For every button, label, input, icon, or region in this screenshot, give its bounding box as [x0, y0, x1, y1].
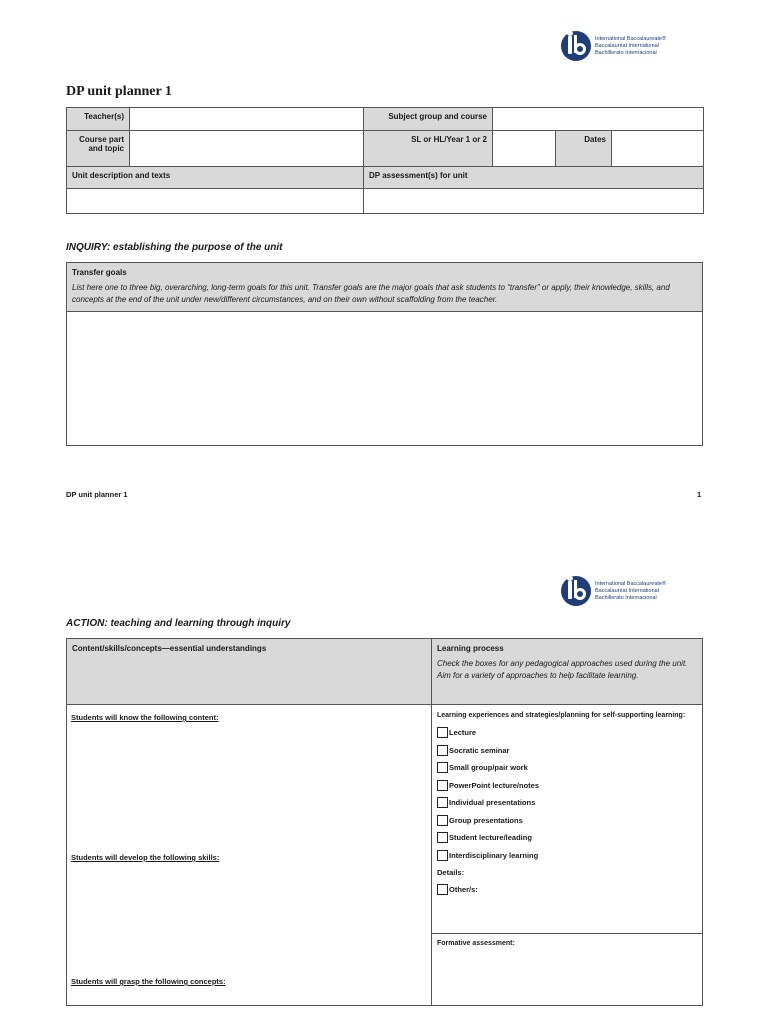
checkbox-interdisciplinary[interactable]: Interdisciplinary learning	[437, 847, 697, 865]
learning-process-description: Check the boxes for any pedagogical approaches used during the unit. Aim for a variety of approaches to help facilitate learning.	[437, 659, 688, 680]
know-content-label: Students will know the following content:	[71, 713, 219, 722]
transfer-goals-field[interactable]	[67, 312, 702, 440]
checkbox-icon[interactable]	[437, 832, 448, 843]
page-number: 1	[697, 490, 702, 499]
checkbox-icon[interactable]	[437, 762, 448, 773]
unit-info-table	[66, 107, 704, 214]
ib-logo-text: International Baccalaureate® Baccalauréat International Bachillerato Internacional	[595, 580, 667, 601]
checkbox-lecture[interactable]: Lecture	[437, 724, 697, 742]
content-skills-title: Content/skills/concepts—essential understandings	[72, 644, 267, 653]
learning-process-header	[432, 639, 702, 705]
formative-assessment-label: Formative assessment:	[437, 940, 515, 947]
page-title: DP unit planner 1	[66, 84, 172, 99]
ib-logo-icon	[561, 31, 591, 61]
dp-assessment-field[interactable]	[364, 189, 704, 214]
transfer-goals-title: Transfer goals	[72, 268, 127, 277]
formative-assessment-cell	[432, 934, 702, 1005]
checkbox-small-group[interactable]: Small group/pair work	[437, 759, 697, 777]
checkbox-other[interactable]: Other/s:	[437, 881, 697, 899]
checkbox-powerpoint[interactable]: PowerPoint lecture/notes	[437, 777, 697, 795]
ib-logo	[561, 31, 666, 61]
unit-description-field[interactable]	[67, 189, 364, 214]
checkbox-group-presentations[interactable]: Group presentations	[437, 812, 697, 830]
checkbox-icon[interactable]	[437, 727, 448, 738]
inquiry-heading: INQUIRY: establishing the purpose of the unit	[66, 242, 283, 253]
ib-logo-icon	[561, 576, 591, 606]
ib-logo-page2	[561, 576, 666, 606]
details-label: Details:	[437, 868, 465, 877]
transfer-goals-description: List here one to three big, overarching, long-term goals for this unit. Transfer goals are the major goals that ask students to “transfer” or apply, their knowledge, skills, and concepts at the end of the unit under new/different circumstances, and on their own without scaffolding from the teacher.	[72, 283, 670, 304]
develop-skills-label: Students will develop the following skills:	[71, 853, 220, 862]
learning-experiences-cell	[432, 705, 702, 934]
checkbox-icon[interactable]	[437, 815, 448, 826]
sl-hl-field[interactable]	[493, 131, 556, 167]
checkbox-socratic-seminar[interactable]: Socratic seminar	[437, 742, 697, 760]
dates-field[interactable]	[612, 131, 704, 167]
checkbox-individual-presentations[interactable]: Individual presentations	[437, 794, 697, 812]
transfer-goals-header	[67, 263, 702, 312]
ib-logo-text: International Baccalaureate® Baccalauréat International Bachillerato Internacional	[595, 35, 667, 56]
learning-process-title: Learning process	[437, 644, 504, 653]
checkbox-icon[interactable]	[437, 797, 448, 808]
sl-hl-label: SL or HL/Year 1 or 2	[364, 131, 493, 167]
action-heading: ACTION: teaching and learning through inquiry	[66, 618, 291, 629]
dates-label: Dates	[556, 131, 612, 167]
action-table	[66, 638, 703, 1006]
unit-description-label: Unit description and texts	[67, 167, 364, 189]
course-part-field[interactable]	[130, 131, 364, 167]
content-skills-header	[67, 639, 432, 705]
transfer-goals-box	[66, 262, 703, 446]
content-skills-body	[67, 705, 432, 1005]
dp-assessment-label: DP assessment(s) for unit	[364, 167, 704, 189]
course-part-label: Course part and topic	[67, 131, 130, 167]
learning-experiences-label: Learning experiences and strategies/planning for self-supporting learning:	[437, 712, 686, 719]
checkbox-icon[interactable]	[437, 884, 448, 895]
checkbox-icon[interactable]	[437, 780, 448, 791]
footer-title: DP unit planner 1	[66, 490, 128, 499]
checkbox-icon[interactable]	[437, 850, 448, 861]
teachers-field[interactable]	[130, 108, 364, 131]
teachers-label: Teacher(s)	[67, 108, 130, 131]
subject-group-field[interactable]	[493, 108, 704, 131]
subject-group-label: Subject group and course	[364, 108, 493, 131]
checkbox-student-lecture[interactable]: Student lecture/leading	[437, 829, 697, 847]
checkbox-icon[interactable]	[437, 745, 448, 756]
grasp-concepts-label: Students will grasp the following concepts:	[71, 977, 226, 986]
